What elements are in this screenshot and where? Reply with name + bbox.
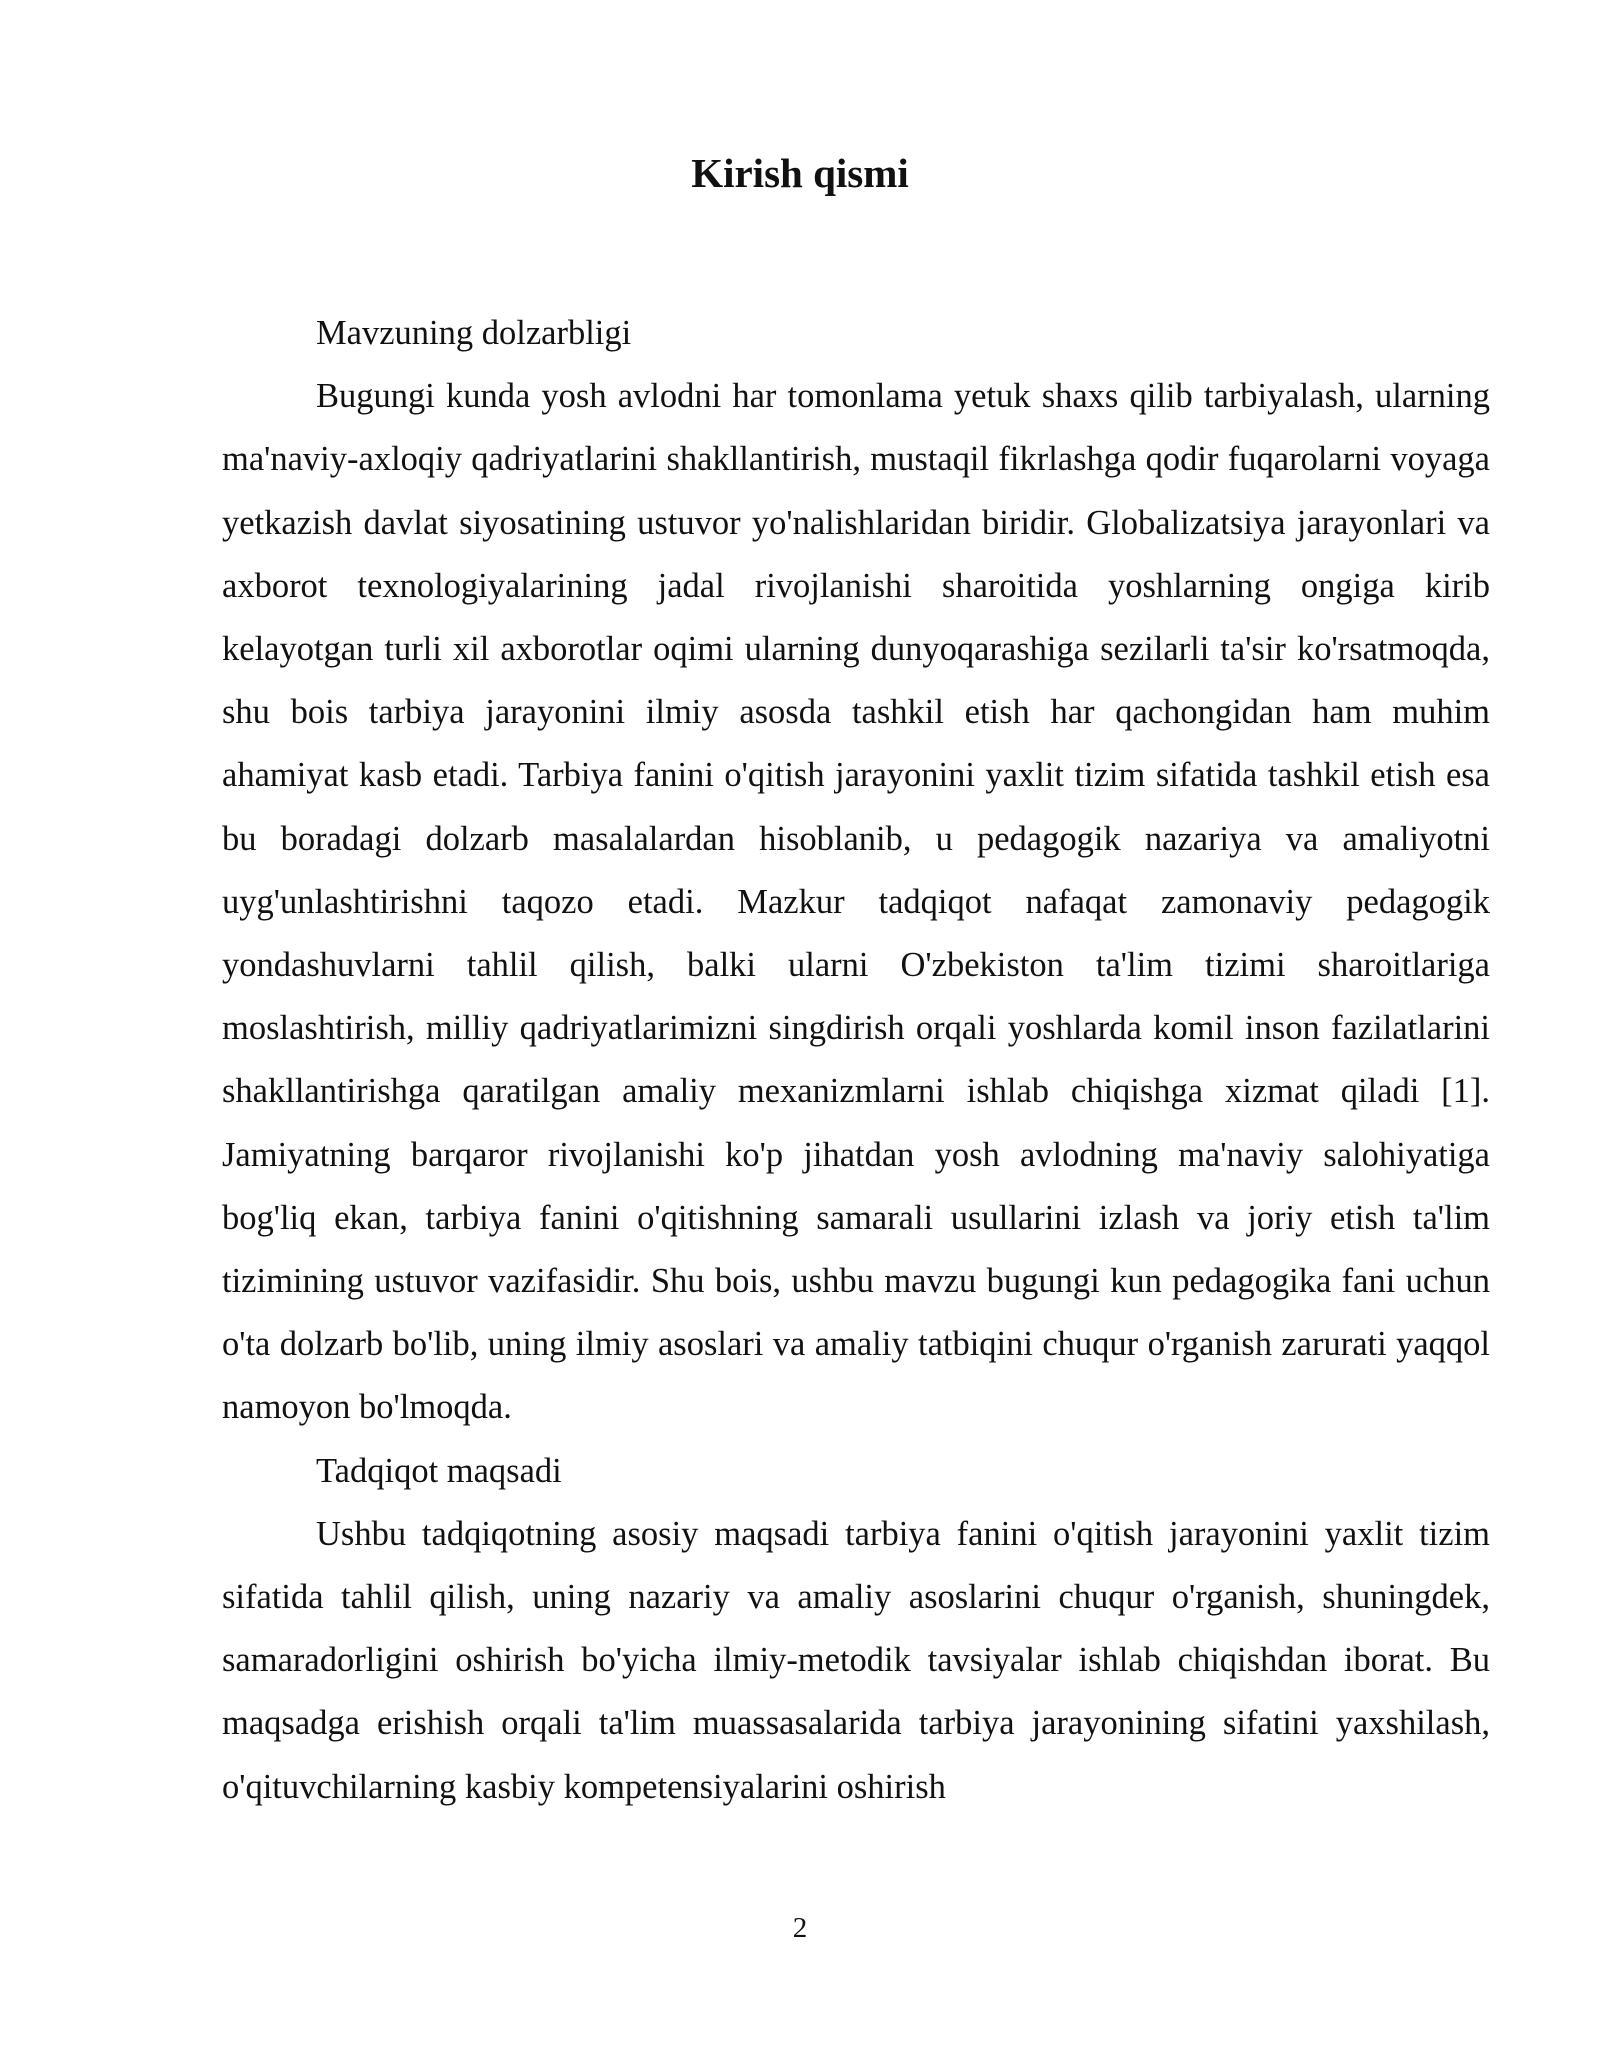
section-heading-goal: Tadqiqot maqsadi xyxy=(316,1451,562,1490)
page-title: Kirish qismi xyxy=(691,150,909,196)
document-body xyxy=(222,302,1490,1819)
paragraph-relevance: Bugungi kunda yosh avlodni har tomonlama yetuk shaxs qilib tarbiyalash, ularning ma'naviy-axloqiy qadriyatlarini shakllantirish, mustaqil fikrlashga qodir fuqarolarni voyaga yetkazish davlat siyosatining ustuvor yo'nalishlaridan biridir. Globalizatsiya jarayonlari va axborot texnologiyalarining jadal rivojlanishi sharoitida yoshlarning ongiga kirib kelayotgan turli xil axborotlar oqimi ularning dunyoqarashiga sezilarli ta'sir ko'rsatmoqda, shu bois tarbiya jarayonini ilmiy asosda tashkil etish har qachongidan ham muhim ahamiyat kasb etadi. Tarbiya fanini o'qitish jarayonini yaxlit tizim sifatida tashkil etish esa bu boradagi dolzarb masalalardan hisoblanib, u pedagogik nazariya va amaliyotni uyg'unlashtirishni taqozo etadi. Mazkur tadqiqot nafaqat zamonaviy pedagogik yondashuvlarni tahlil qilish, balki ularni O'zbekiston ta'lim tizimi sharoitlariga moslashtirish, milliy qadriyatlarimizni singdirish orqali yoshlarda komil inson fazilatlarini shakllantirishga qaratilgan amaliy mexanizmlarni ishlab chiqishga xizmat qiladi [1]. Jamiyatning barqaror rivojlanishi ko'p jihatdan yosh avlodning ma'naviy salohiyatiga bog'liq ekan, tarbiya fanini o'qitishning samarali usullarini izlash va joriy etish ta'lim tizimining ustuvor vazifasidir. Shu bois, ushbu mavzu bugungi kun pedagogika fani uchun o'ta dolzarb bo'lib, uning ilmiy asoslari va amaliy tatbiqini chuqur o'rganish zarurati yaqqol namoyon bo'lmoqda. xyxy=(222,377,1490,1427)
page-number: 2 xyxy=(792,1912,808,1944)
section-heading-relevance: Mavzuning dolzarbligi xyxy=(316,314,632,352)
paragraph-goal: Ushbu tadqiqotning asosiy maqsadi tarbiya fanini o'qitish jarayonini yaxlit tizim sifatida tahlil qilish, uning nazariy va amaliy asoslarini chuqur o'rganish, shuningdek, samaradorligini oshirish bo'yicha ilmiy-metodik tavsiyalar ishlab chiqishdan iborat. Bu maqsadga erishish orqali ta'lim muassasalarida tarbiya jarayonining sifatini yaxshilash, o'qituvchilarning kasbiy kompetensiyalarini oshirish xyxy=(222,1514,1490,1806)
